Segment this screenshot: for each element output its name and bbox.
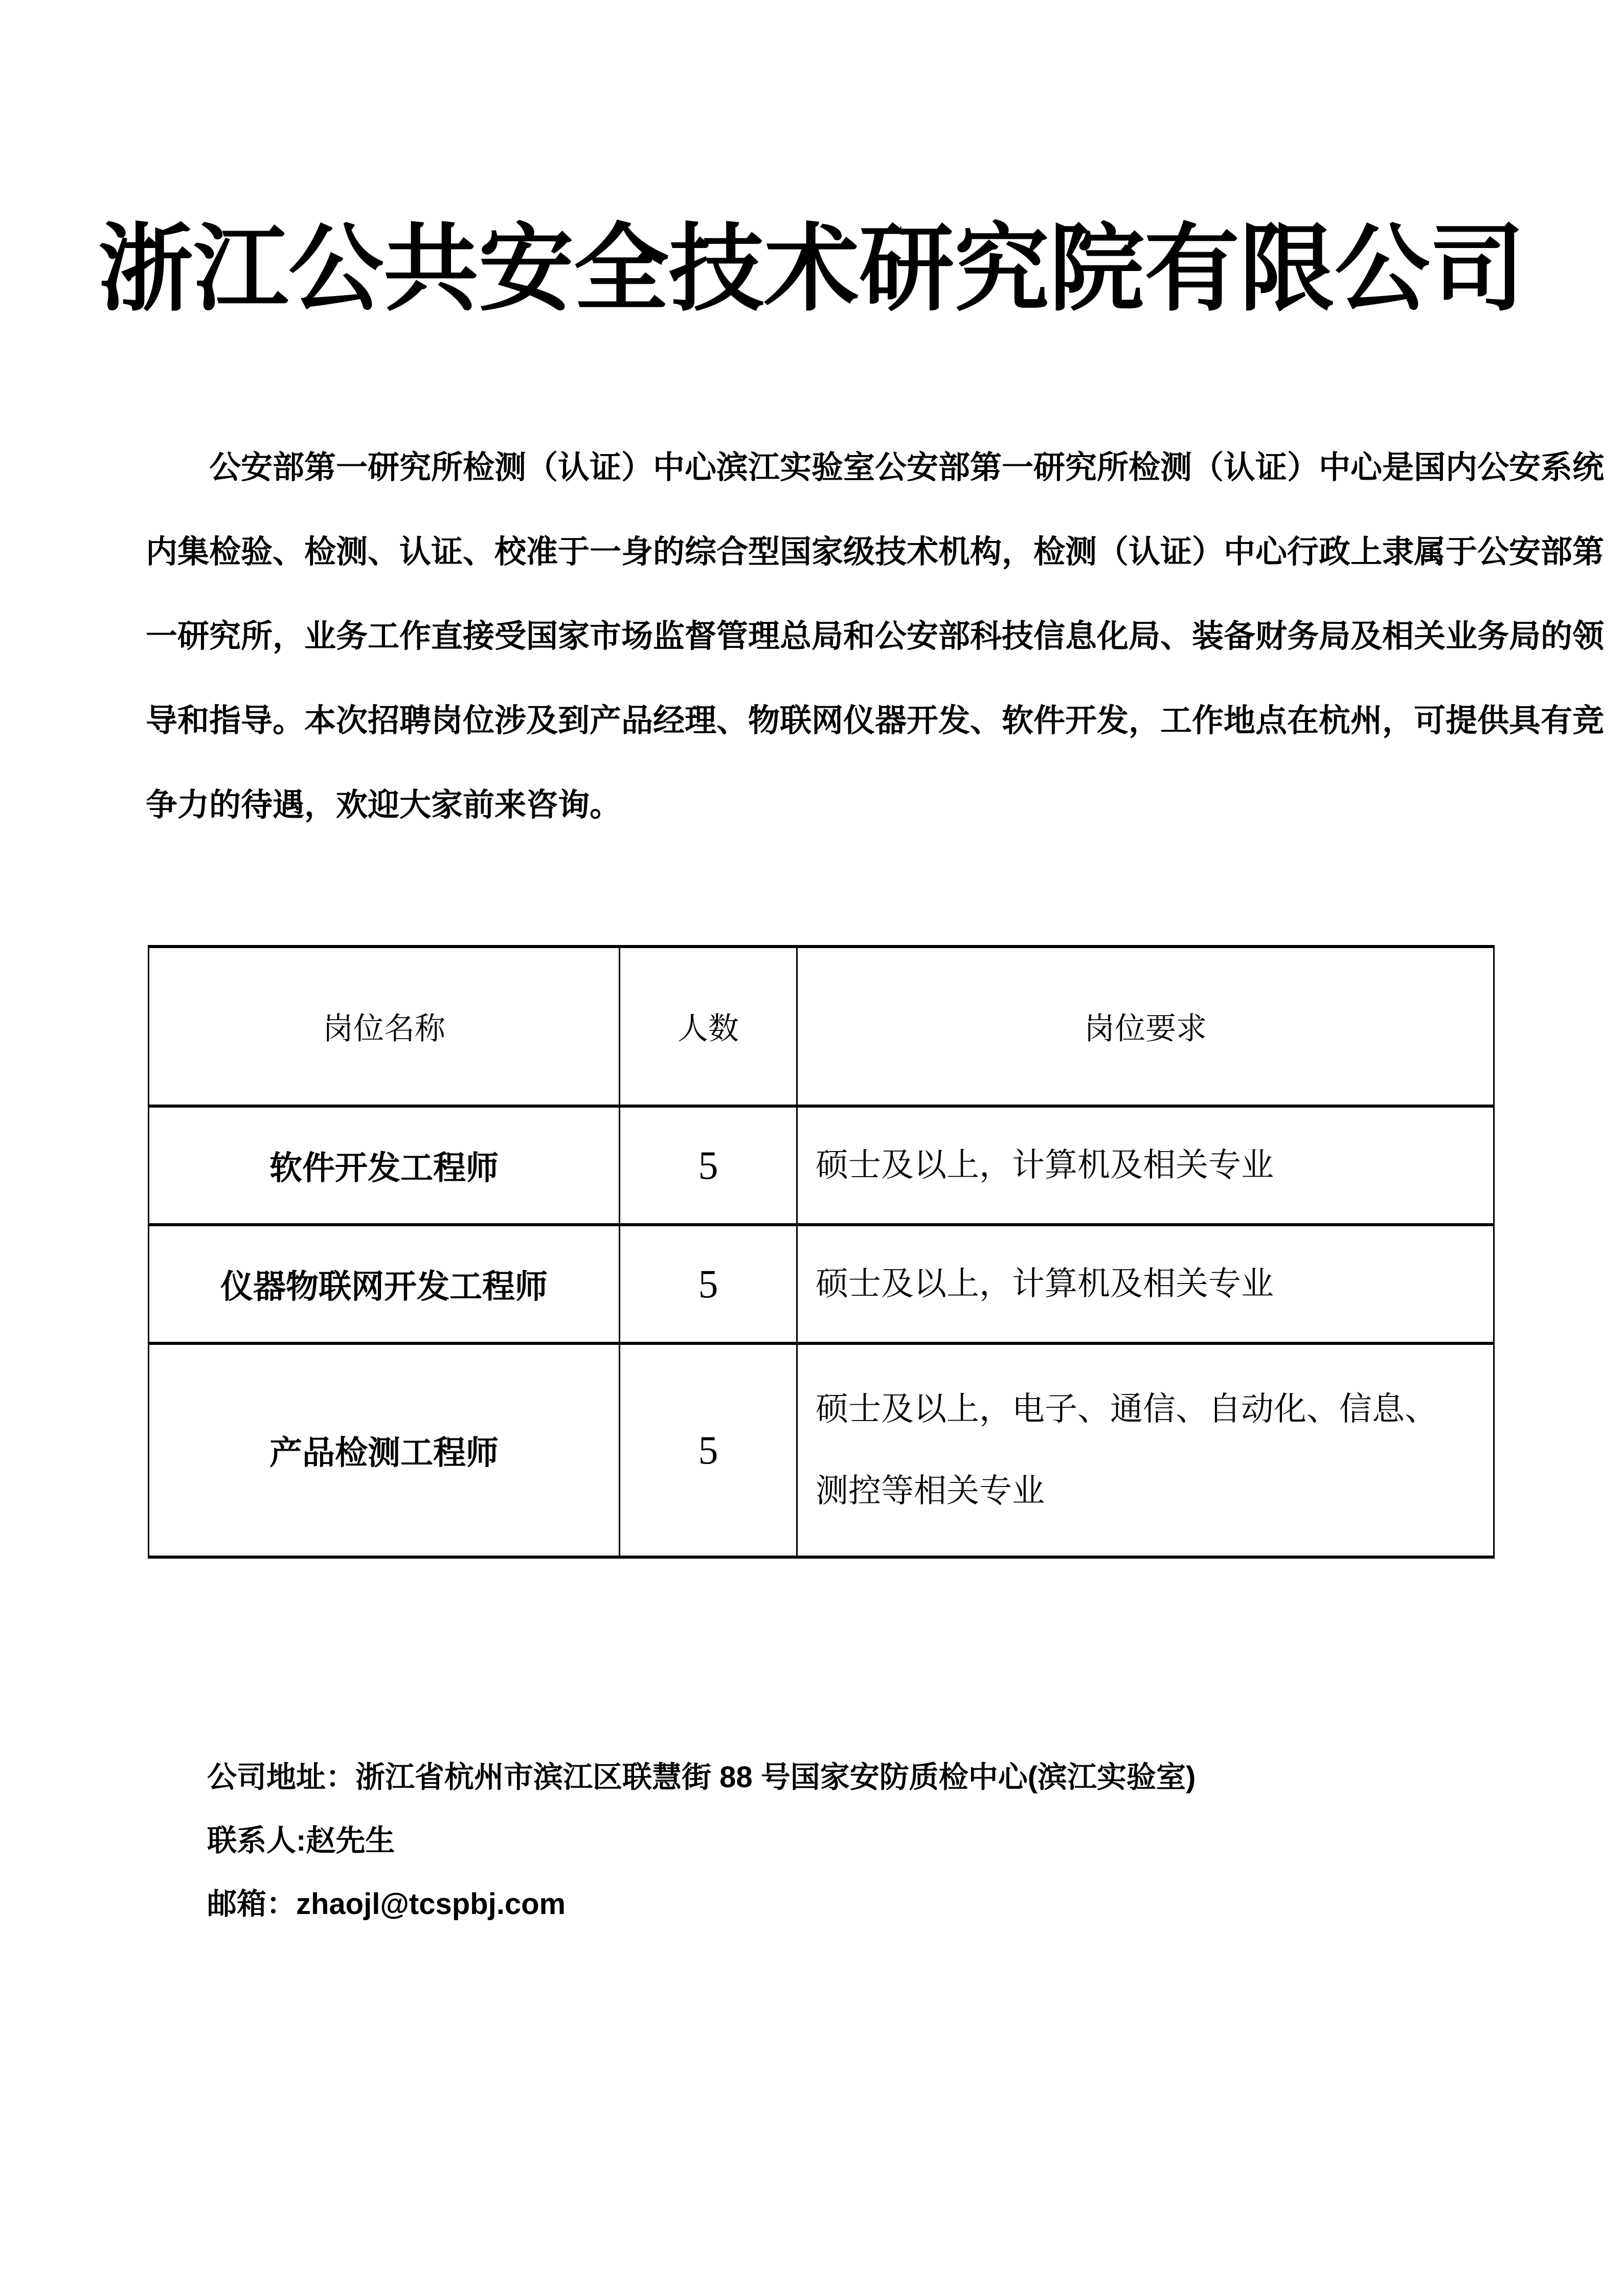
headcount-cell: 5 [620, 1106, 797, 1225]
position-name-cell: 软件开发工程师 [149, 1106, 620, 1225]
header-cell-requirements: 岗位要求 [797, 947, 1494, 1106]
requirements-cell: 硕士及以上，电子、通信、自动化、信息、测控等相关专业 [797, 1343, 1494, 1557]
headcount-cell: 5 [620, 1343, 797, 1557]
intro-line: 争力的待遇，欢迎大家前来咨询。 [146, 787, 622, 823]
table-row [149, 1106, 1494, 1225]
table-row [149, 1343, 1494, 1557]
position-name-cell: 仪器物联网开发工程师 [149, 1225, 620, 1343]
contact-person-line: 联系人:赵先生 [207, 1824, 395, 1857]
requirements-cell: 硕士及以上，计算机及相关专业 [797, 1225, 1494, 1343]
contact-block [207, 1746, 1196, 1936]
intro-line: 公安部第一研究所检测（认证）中心滨江实验室公安部第一研究所检测（认证）中心是国内公安系统 [209, 450, 1605, 485]
document-title: 浙江公共安全技术研究院有限公司 [98, 216, 1525, 322]
email-line: 邮箱：zhaojl@tcspbj.com [207, 1887, 566, 1921]
header-cell-headcount: 人数 [620, 947, 797, 1106]
position-name-cell: 产品检测工程师 [149, 1343, 620, 1557]
table-row [149, 1225, 1494, 1343]
intro-line: 导和指导。本次招聘岗位涉及到产品经理、物联网仪器开发、软件开发，工作地点在杭州，可提供具有竞 [146, 703, 1605, 738]
intro-paragraph [146, 425, 1605, 847]
positions-table [148, 945, 1495, 1559]
header-cell-position: 岗位名称 [149, 947, 620, 1106]
company-address-line: 公司地址：浙江省杭州市滨江区联慧街 88 号国家安防质检中心(滨江实验室) [207, 1761, 1196, 1794]
headcount-cell: 5 [620, 1225, 797, 1343]
intro-line: 内集检验、检测、认证、校准于一身的综合型国家级技术机构，检测（认证）中心行政上隶属于公安部第 [146, 534, 1605, 570]
requirements-cell: 硕士及以上，计算机及相关专业 [797, 1106, 1494, 1225]
table-header-row [149, 947, 1494, 1106]
intro-line: 一研究所，业务工作直接受国家市场监督管理总局和公安部科技信息化局、装备财务局及相关业务局的领 [146, 619, 1605, 654]
